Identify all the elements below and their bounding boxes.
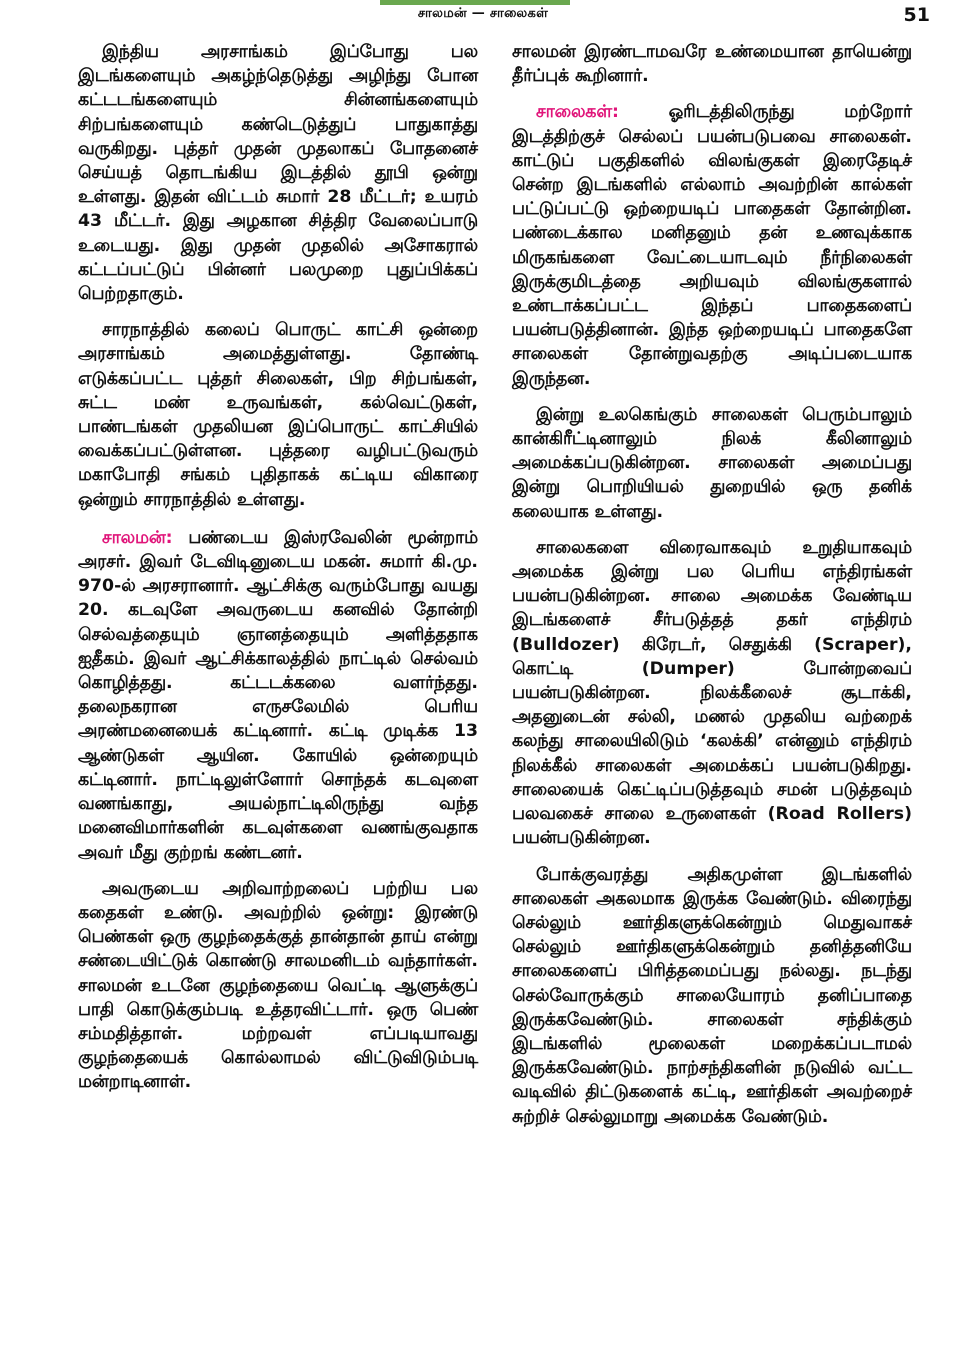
right-column [512,40,912,1141]
paragraph-sarnath-museum: சாரநாத்தில் கலைப் பொருட் காட்சி ஒன்றை அரசாங்கம் அமைத்துள்ளது. தோண்டி எடுக்கப்பட்ட புத்தர் சிலைகள், பிற சிற்பங்கள், சுட்ட மண் உருவங்கள், கல்வெட்டுகள், பாண்டங்கள் முதலியன இப்பொருட் காட்சியில் வைக்கப்பட்டுள்ளன. புத்தரை வழிபட்டுவரும் மகாபோதி சங்கம் புதிதாகக் கட்டிய விகாரை ஒன்றும் சாரநாத்தில் உள்ளது. [78,320,478,510]
heading-salaman: சாலமன்: [102,527,173,548]
paragraph-modern-roads: இன்று உலகெங்கும் சாலைகள் பெரும்பாலும் கான்கிரீட்டினாலும் நிலக் கீலினாலும் அமைக்கப்படுகின்றன. சாலைகள் அமைப்பது இன்று பொறியியல் துறையில் ஒரு தனிக் கலையாக உள்ளது. [512,404,912,522]
paragraph-salaman [78,526,478,865]
page-number: 51 [903,4,930,26]
paragraph-story-end: சாலமன் இரண்டாமவரே உண்மையான தாயென்று தீர்ப்புக் கூறினார். [512,42,912,87]
top-color-bar [380,0,570,5]
salaman-text: பண்டைய இஸ்ரவேலின் மூன்றாம் அரசர். இவர் டேவிடினுடைய மகன். சுமார் கி.மு. 970-ல் அரசரானார். ஆட்சிக்கு வரும்போது வயது 20. கடவுளே அவருடைய கனவில் தோன்றி செல்வத்தையும் ஞானத்தையும் அளித்ததாக ஐதீகம். இவர் ஆட்சிக்காலத்தில் நாட்டில் செல்வம் கொழித்தது. கட்டடக்கலை வளர்ந்தது. தலைநகரான எருசலேமில் பெரிய அரண்மனையைக் கட்டினார். கட்டி முடிக்க 13 ஆண்டுகள் ஆயின. கோயில் ஒன்றையும் கட்டினார். நாட்டிலுள்ளோர் சொந்தக் கடவுளை வணங்காது, அயல்நாட்டிலிருந்து வந்த மனைவிமார்களின் கடவுள்களை வணங்குவதாக அவர் மீது குற்றங் கண்டனர். [78,527,478,863]
heading-salaigal: சாலைகள்: [536,102,619,123]
paragraph-salaigal [512,100,912,390]
paragraph-traffic: போக்குவரத்து அதிகமுள்ள இடங்களில் சாலைகள் அகலமாக இருக்க வேண்டும். விரைந்து செல்லும் ஊர்திகளுக்கென்றும் மெதுவாகச் செல்லும் ஊர்திகளுக்கென்றும் தனித்தனியே சாலைகளைப் பிரித்தமைப்பது நல்லது. நடந்து செல்வோருக்கும் சாலையோரம் தனிப்பாதை இருக்கவேண்டும். சாலைகள் சந்திக்கும் இடங்களில் மூலைகள் மறைக்கப்படாமல் இருக்கவேண்டும். நாற்சந்திகளின் நடுவில் வட்ட வடிவில் திட்டுகளைக் கட்டி, ஊர்திகள் அவற்றைச் சுற்றிச் செல்லுமாறு அமைக்க வேண்டும். [512,864,912,1127]
paragraph-salaman-story: அவருடைய அறிவாற்றலைப் பற்றிய பல கதைகள் உண்டு. அவற்றில் ஒன்று: இரண்டு பெண்கள் ஒரு குழந்தைக்குத் தான்தான் தாய் என்று சண்டையிட்டுக் கொண்டு சாலமனிடம் வந்தார்கள். சாலமன் உடனே குழந்தையை வெட்டி ஆளுக்குப் பாதி கொடுக்கும்படி உத்தரவிட்டார். ஒரு பெண் சம்மதித்தாள். மற்றவள் எப்படியாவது குழந்தையைக் கொல்லாமல் விட்டுவிடும்படி மன்றாடினாள். [78,878,478,1093]
paragraph-museum-intro: இந்திய அரசாங்கம் இப்போது பல இடங்களையும் அகழ்ந்தெடுத்து அழிந்து போன கட்டடங்களையும் சின்னங்களையும் சிற்பங்களையும் கண்டெடுத்துப் பாதுகாத்து வருகிறது. புத்தர் முதன் முதலாகப் போதனைச் செய்யத் தொடங்கிய இடத்தில் தூபி ஒன்று உள்ளது. இதன் விட்டம் சுமார் 28 மீட்டர்; உயரம் 43 மீட்டர். இது அழகான சித்திர வேலைப்பாடு உடையது. இது முதன் முதலில் அசோகரால் கட்டப்பட்டுப் பின்னர் பலமுறை புதுப்பிக்கப் பெற்றதாகும். [78,42,478,305]
salaigal-text: ஓரிடத்திலிருந்து மற்றோர் இடத்திற்குச் செல்லப் பயன்படுபவை சாலைகள். காட்டுப் பகுதிகளில் விலங்குகள் இரைதேடிச் சென்ற இடங்களில் எல்லாம் அவற்றின் கால்கள் பட்டுப்பட்டு ஒற்றையடிப் பாதைகள் தோன்றின. பண்டைக்கால மனிதனும் தன் உணவுக்காக மிருகங்களை வேட்டையாடவும் நீர்நிலைகள் இருக்குமிடத்தை அறியவும் விலங்குகளால் உண்டாக்கப்பட்ட இந்தப் பாதைகளைப் பயன்படுத்தினான். இந்த ஒற்றையடிப் பாதைகளே சாலைகள் தோன்றுவதற்கு அடிப்படையாக இருந்தன. [512,102,912,389]
left-column [78,40,478,1107]
running-head: சாலமன் — சாலைகள் [417,6,549,21]
paragraph-road-machines: சாலைகளை விரைவாகவும் உறுதியாகவும் அமைக்க இன்று பல பெரிய எந்திரங்கள் பயன்படுகின்றன. சாலை அமைக்க வேண்டிய இடங்களைச் சீர்படுத்தத் தகர் எந்திரம் (Bulldozer) கிரேடர், செதுக்கி (Scraper), கொட்டி (Dumper) போன்றவைப் பயன்படுகின்றன. நிலக்கீலைச் சூடாக்கி, அதனுடைன் சல்லி, மணல் முதலிய வற்றைக் கலந்து சாலையிலிடும் ‘கலக்கி’ என்னும் எந்திரம் நிலக்கீல் சாலைகள் அமைக்கப் பயன்படுகிறது. சாலையைக் கெட்டிப்படுத்தவும் சமன் படுத்தவும் பலவகைச் சாலை உருளைகள் (Road Rollers) பயன்படுகின்றன. [512,537,912,849]
